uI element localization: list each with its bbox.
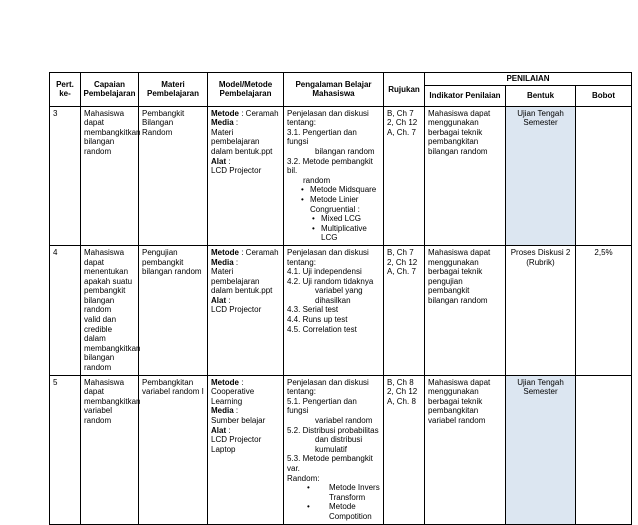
cell-capaian: Mahasiswa dapat membangkitkan bilangan random (81, 106, 139, 245)
cell-rujukan: B, Ch 7 2, Ch 12 A, Ch. 7 (384, 245, 425, 375)
cell-indikator: Mahasiswa dapat menggunakan berbagai teknik pembangkitan variabel random (425, 375, 506, 524)
cell-materi: Pembangkit Bilangan Random (139, 106, 208, 245)
cell-bentuk: Ujian Tengah Semester (506, 375, 576, 524)
header-capaian: Capaian Pembelajaran (81, 73, 139, 107)
cell-indikator: Mahasiswa dapat menggunakan berbagai teknik pembangkitan bilangan random (425, 106, 506, 245)
cell-bobot (576, 106, 632, 245)
cell-capaian: Mahasiswa dapat membangkitkan variabel random (81, 375, 139, 524)
cell-rujukan: B, Ch 8 2, Ch 12 A, Ch. 8 (384, 375, 425, 524)
header-row-1 (50, 73, 632, 86)
header-rujukan: Rujukan (384, 73, 425, 107)
header-bobot: Bobot (576, 85, 632, 106)
cell-materi: Pembangkitan variabel random I (139, 375, 208, 524)
rps-table (49, 72, 632, 525)
cell-bobot: 2,5% (576, 245, 632, 375)
cell-pengalaman: Penjelasan dan diskusi tentang: 4.1. Uji independensi 4.2. Uji random tidaknya variabel yang dihasilkan 4.3. Serial test 4.4. Runs up test 4.5. Correlation test (284, 245, 384, 375)
header-pert: Pert. ke- (50, 73, 81, 107)
cell-capaian: Mahasiswa dapat menentukan apakah suatu pembangkit bilangan random valid dan credible dalam membangkitkan bilangan random (81, 245, 139, 375)
header-penilaian: PENILAIAN (425, 73, 632, 86)
cell-bentuk: Ujian Tengah Semester (506, 106, 576, 245)
cell-materi: Pengujian pembangkit bilangan random (139, 245, 208, 375)
cell-bobot (576, 375, 632, 524)
table-row (50, 375, 632, 524)
table-row (50, 106, 632, 245)
cell-pengalaman: Penjelasan dan diskusi tentang: 3.1. Pengertian dan fungsi bilangan random 3.2. Metode pembangkit bil. random • Metode Midsquare • Metode Linier Congruential : • Mixed LCG • Multiplicative LCG (284, 106, 384, 245)
cell-pert: 3 (50, 106, 81, 245)
header-materi: Materi Pembelajaran (139, 73, 208, 107)
cell-bentuk: Proses Diskusi 2 (Rubrik) (506, 245, 576, 375)
cell-indikator: Mahasiswa dapat menggunakan berbagai teknik pengujian pembangkit bilangan random (425, 245, 506, 375)
header-model: Model/Metode Pembelajaran (208, 73, 284, 107)
cell-rujukan: B, Ch 7 2, Ch 12 A, Ch. 7 (384, 106, 425, 245)
header-indikator: Indikator Penilaian (425, 85, 506, 106)
cell-model: Metode : Ceramah Media : Materi pembelajaran dalam bentuk.ppt Alat : LCD Projector (208, 245, 284, 375)
cell-pengalaman: Penjelasan dan diskusi tentang: 5.1. Pengertian dan fungsi variabel random 5.2. Distribusi probabilitas dan distribusi kumulatif 5.3. Metode pembangkit var. Random: • Metode Invers Transform • Metode Compotition (284, 375, 384, 524)
table-row (50, 245, 632, 375)
cell-pert: 5 (50, 375, 81, 524)
cell-model: Metode : Ceramah Media : Materi pembelajaran dalam bentuk.ppt Alat : LCD Projector (208, 106, 284, 245)
header-pengalaman: Pengalaman Belajar Mahasiswa (284, 73, 384, 107)
header-bentuk: Bentuk (506, 85, 576, 106)
cell-model: Metode : Cooperative Learning Media : Sumber belajar Alat : LCD Projector Laptop (208, 375, 284, 524)
cell-pert: 4 (50, 245, 81, 375)
